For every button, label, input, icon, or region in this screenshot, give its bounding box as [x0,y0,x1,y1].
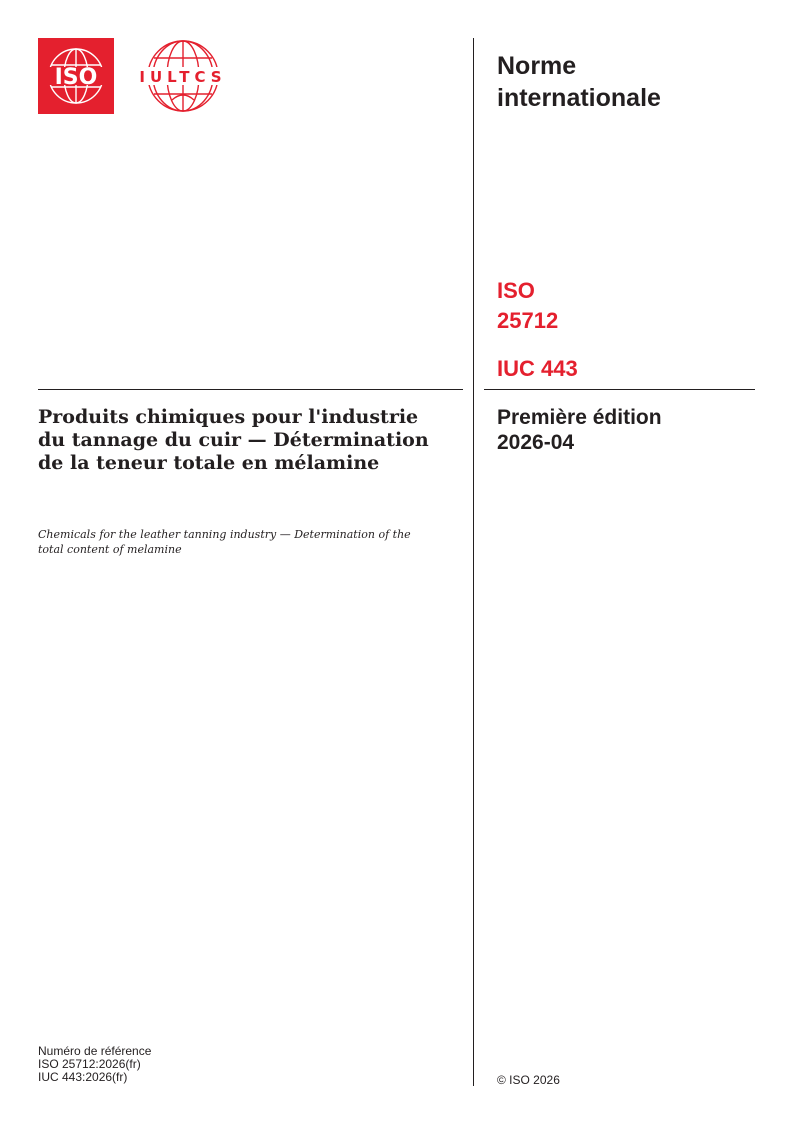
svg-text:IULTCS: IULTCS [139,68,227,86]
iultcs-logo-icon [122,38,244,114]
reference-iuc: IUC 443:2026(fr) [38,1070,128,1084]
iso-prefix: ISO [497,278,535,303]
vertical-divider [473,38,474,1086]
reference-block [38,1045,151,1084]
document-type-heading [497,50,661,114]
iso-logo-icon [38,38,114,114]
iso-standard-number [497,276,558,336]
iso-number: 25712 [497,308,559,333]
edition-date: 2026-04 [497,431,575,454]
english-title: Chemicals for the leather tanning industry — Determination of the total content of melamine [38,528,411,556]
horizontal-divider-right [484,389,755,390]
document-type-line1: Norme [497,52,577,80]
iuc-number: IUC 443 [497,356,578,381]
french-title: Produits chimiques pour l'industrie du tannage du cuir — Détermination de la teneur totale en mélamine [38,406,429,474]
logo-bar [38,38,244,114]
document-type-line2: internationale [497,84,661,112]
horizontal-divider-left [38,389,463,390]
copyright-notice: © ISO 2026 [497,1073,560,1087]
edition-block [497,405,662,455]
reference-label: Numéro de référence [38,1044,152,1058]
edition-label: Première édition [497,406,662,429]
reference-iso: ISO 25712:2026(fr) [38,1057,141,1071]
svg-text:ISO: ISO [54,65,98,90]
